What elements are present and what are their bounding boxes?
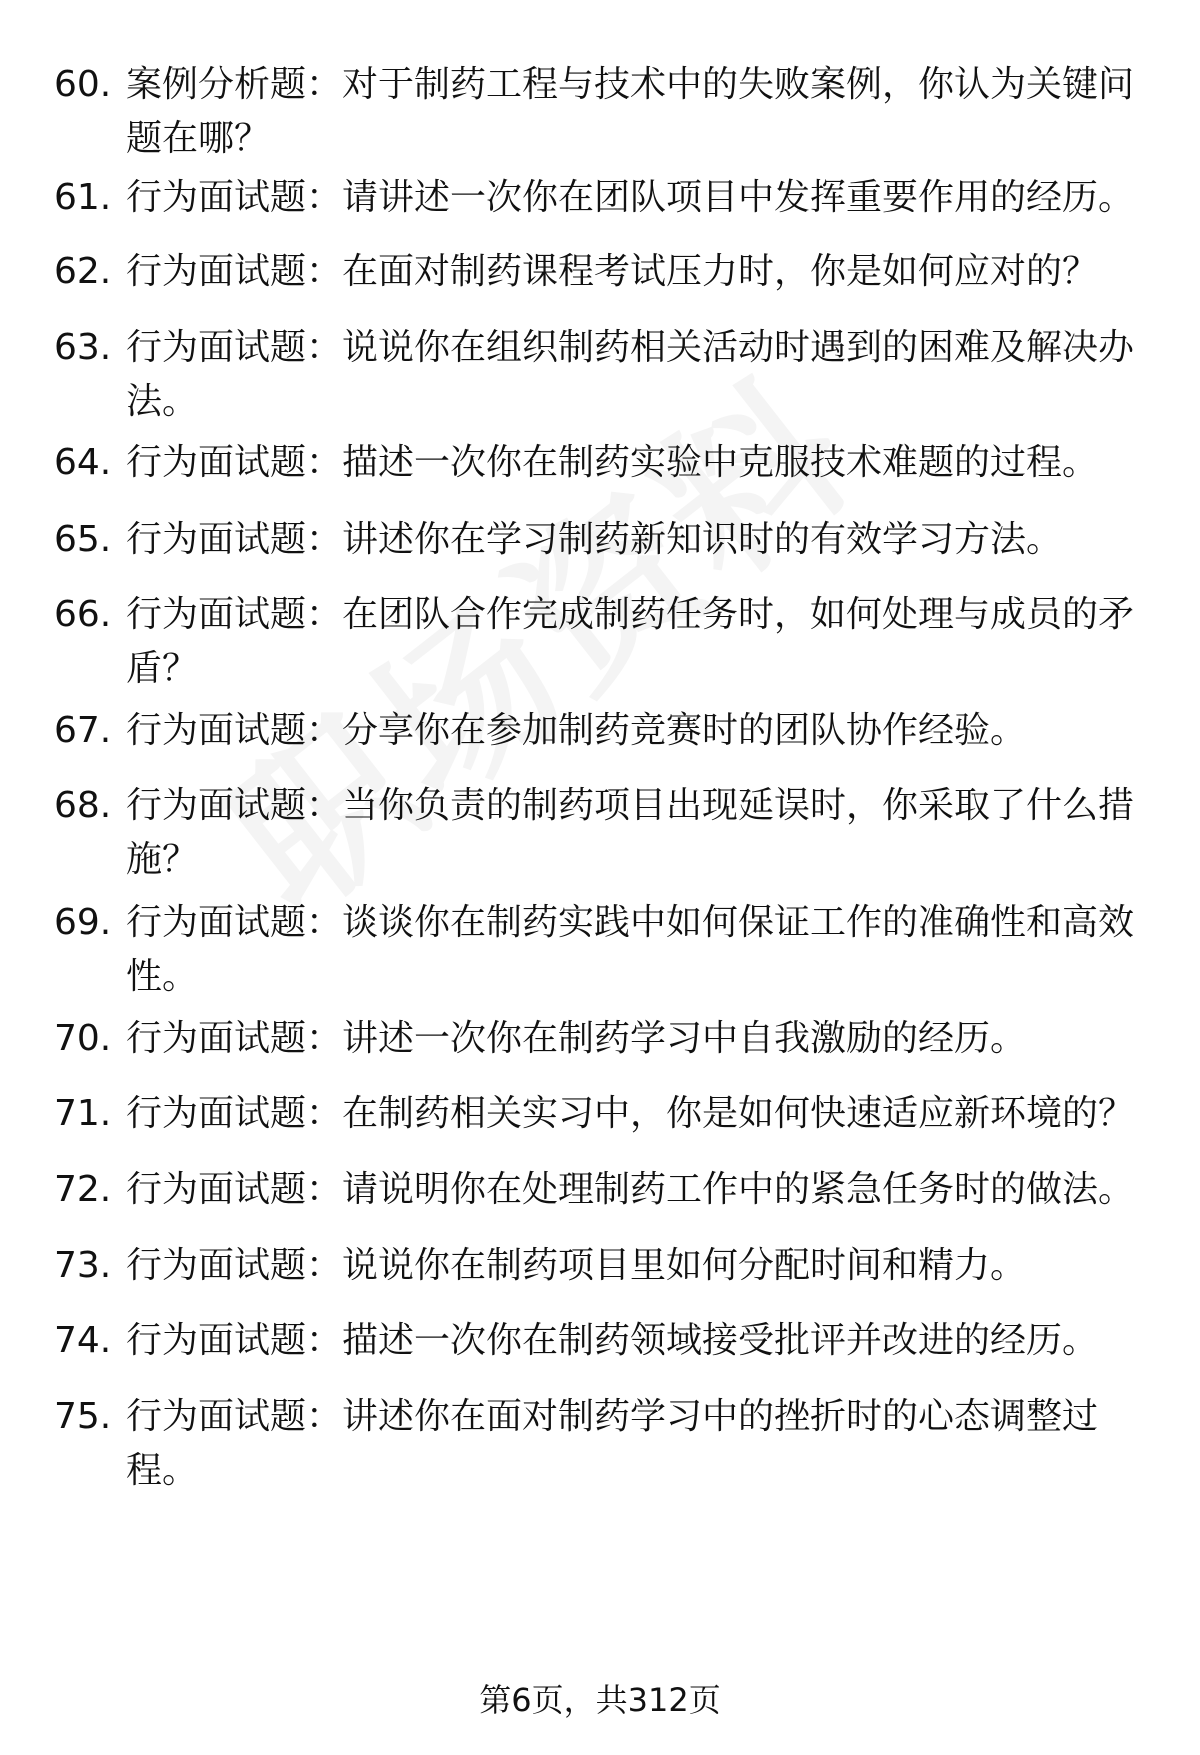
question-text: 行为面试题：谈谈你在制药实践中如何保证工作的准确性和高效性。 (126, 902, 1135, 997)
question-number: 64. (54, 442, 112, 483)
question-number: 71. (54, 1093, 112, 1134)
question-text: 行为面试题：在制药相关实习中，你是如何快速适应新环境的？ (126, 1093, 1135, 1134)
question-text: 行为面试题：在团队合作完成制药任务时，如何处理与成员的矛盾？ (126, 594, 1135, 689)
question-text: 行为面试题：在面对制药课程考试压力时，你是如何应对的？ (126, 251, 1099, 292)
question-number: 61. (54, 177, 112, 218)
question-text: 行为面试题：说说你在制药项目里如何分配时间和精力。 (126, 1245, 1027, 1286)
question-number: 74. (54, 1320, 112, 1361)
question-text: 案例分析题：对于制药工程与技术中的失败案例，你认为关键问题在哪？ (126, 64, 1135, 159)
question-number: 66. (54, 594, 112, 635)
question-text: 行为面试题：说说你在组织制药相关活动时遇到的困难及解决办法。 (126, 327, 1135, 422)
question-number: 75. (54, 1396, 112, 1437)
question-text: 行为面试题：当你负责的制药项目出现延误时，你采取了什么措施？ (126, 785, 1135, 880)
question-text: 行为面试题：描述一次你在制药实验中克服技术难题的过程。 (126, 442, 1099, 483)
question-text: 行为面试题：描述一次你在制药领域接受批评并改进的经历。 (126, 1320, 1099, 1361)
page-footer: 第6页，共312页 (479, 1681, 721, 1719)
question-number: 60. (54, 64, 112, 105)
question-number: 67. (54, 710, 112, 751)
question-text: 行为面试题：请讲述一次你在团队项目中发挥重要作用的经历。 (126, 177, 1135, 218)
question-number: 72. (54, 1169, 112, 1210)
question-text: 行为面试题：讲述你在学习制药新知识时的有效学习方法。 (126, 519, 1063, 560)
question-number: 63. (54, 327, 112, 368)
question-text: 行为面试题：讲述你在面对制药学习中的挫折时的心态调整过程。 (126, 1396, 1099, 1491)
question-number: 62. (54, 251, 112, 292)
question-number: 68. (54, 785, 112, 826)
question-number: 69. (54, 902, 112, 943)
question-number: 73. (54, 1245, 112, 1286)
question-text: 行为面试题：分享你在参加制药竞赛时的团队协作经验。 (126, 710, 1027, 751)
question-text: 行为面试题：请说明你在处理制药工作中的紧急任务时的做法。 (126, 1169, 1135, 1210)
question-number: 70. (54, 1018, 112, 1059)
question-number: 65. (54, 519, 112, 560)
question-text: 行为面试题：讲述一次你在制药学习中自我激励的经历。 (126, 1018, 1027, 1059)
